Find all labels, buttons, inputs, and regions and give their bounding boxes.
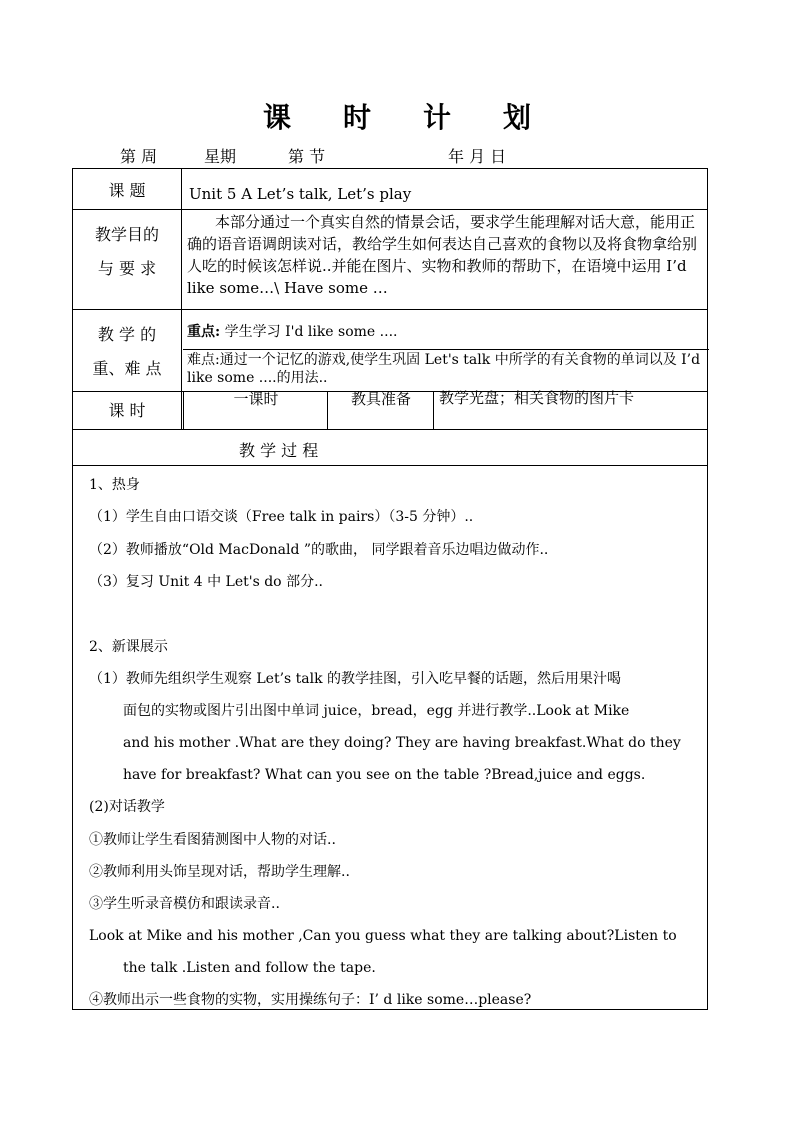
process-line: ②教师利用头饰呈现对话，帮助学生理解.. bbox=[89, 864, 350, 880]
focus-label-line1: 教 学 的 bbox=[97, 325, 157, 344]
process-line: (2)对话教学 bbox=[89, 799, 165, 815]
process-line: （2）教师播放“Old MacDonald ”的歌曲， 同学跟着音乐边唱边做动作.. bbox=[89, 542, 549, 558]
title-char-1: 课 bbox=[262, 101, 291, 134]
process-line: （1）教师先组织学生观察 Let’s talk 的教学挂图，引入吃早餐的话题，然后用果汁喝 bbox=[89, 671, 622, 687]
process-line: ①教师让学生看图猜测图中人物的对话.. bbox=[89, 832, 336, 848]
rule bbox=[73, 429, 707, 430]
date-field: 年 月 日 bbox=[448, 147, 507, 166]
process-line: have for breakfast? What can you see on the table ?Bread,juice and eggs. bbox=[123, 767, 646, 783]
topic-value: Unit 5 A Let’s talk, Let’s play bbox=[189, 185, 412, 203]
title-char-3: 计 bbox=[423, 101, 452, 134]
rule bbox=[73, 309, 707, 310]
weekday-field: 星期 bbox=[204, 147, 237, 166]
process-label: 教 学 过 程 bbox=[239, 441, 319, 460]
process-line: ④教师出示一些食物的实物，实用操练句子：I’ d like some…please? bbox=[89, 992, 532, 1008]
aids-value: 教学光盘；相关食物的图片卡 bbox=[439, 389, 635, 407]
process-line: the talk .Listen and follow the tape. bbox=[123, 960, 376, 976]
goal-value: 本部分通过一个真实自然的情景会话，要求学生能理解对话大意，能用正确的语音语调朗读对话，教给学生如何表达自己喜欢的食物以及将食物拿给别人吃的时候该怎样说..并能在图片、实物和教师的帮助下，在语境中运用 I’d like some…\ Have some … bbox=[187, 213, 698, 297]
rule bbox=[73, 209, 707, 210]
period-field: 第 节 bbox=[288, 147, 326, 166]
key-point-value: 学生学习 I'd like some .... bbox=[224, 324, 398, 340]
hours-label: 课 时 bbox=[108, 401, 146, 420]
lesson-plan-table bbox=[72, 168, 708, 1010]
rule bbox=[183, 391, 184, 429]
rule bbox=[181, 169, 182, 429]
rule bbox=[433, 391, 434, 429]
process-line: 2、新课展示 bbox=[89, 639, 168, 655]
topic-label: 课 题 bbox=[108, 181, 146, 200]
key-point-label: 重点: bbox=[187, 324, 221, 340]
process-line: ③学生听录音模仿和跟读录音.. bbox=[89, 896, 280, 912]
aids-label: 教具准备 bbox=[350, 390, 411, 408]
process-line: Look at Mike and his mother ,Can you guess what they are talking about?Listen to bbox=[89, 928, 677, 944]
process-line: （3）复习 Unit 4 中 Let's do 部分.. bbox=[89, 574, 323, 590]
process-line: 1、热身 bbox=[89, 477, 140, 493]
rule bbox=[73, 465, 707, 466]
process-line: and his mother .What are they doing? They are having breakfast.What do they bbox=[123, 735, 681, 751]
title-char-2: 时 bbox=[342, 101, 371, 134]
hours-value: 一课时 bbox=[233, 390, 279, 408]
rule bbox=[183, 349, 709, 350]
rule bbox=[327, 391, 328, 429]
process-line: 面包的实物或图片引出图中单词 juice，bread，egg 并进行教学..Look at Mike bbox=[123, 703, 630, 719]
week-field: 第 周 bbox=[120, 147, 158, 166]
process-line: （1）学生自由口语交谈（Free talk in pairs）（3-5 分钟）.. bbox=[89, 509, 474, 525]
goal-label-line1: 教学目的 bbox=[94, 225, 159, 244]
goal-label-line2: 与 要 求 bbox=[97, 259, 157, 278]
title-char-4: 划 bbox=[503, 101, 532, 134]
difficulty-value: 难点:通过一个记忆的游戏,使学生巩固 Let's talk 中所学的有关食物的单词以及 I’d like some ....的用法.. bbox=[187, 352, 701, 386]
focus-label-line2: 重、难 点 bbox=[92, 359, 162, 378]
page-title bbox=[0, 96, 794, 136]
key-point bbox=[187, 321, 703, 343]
